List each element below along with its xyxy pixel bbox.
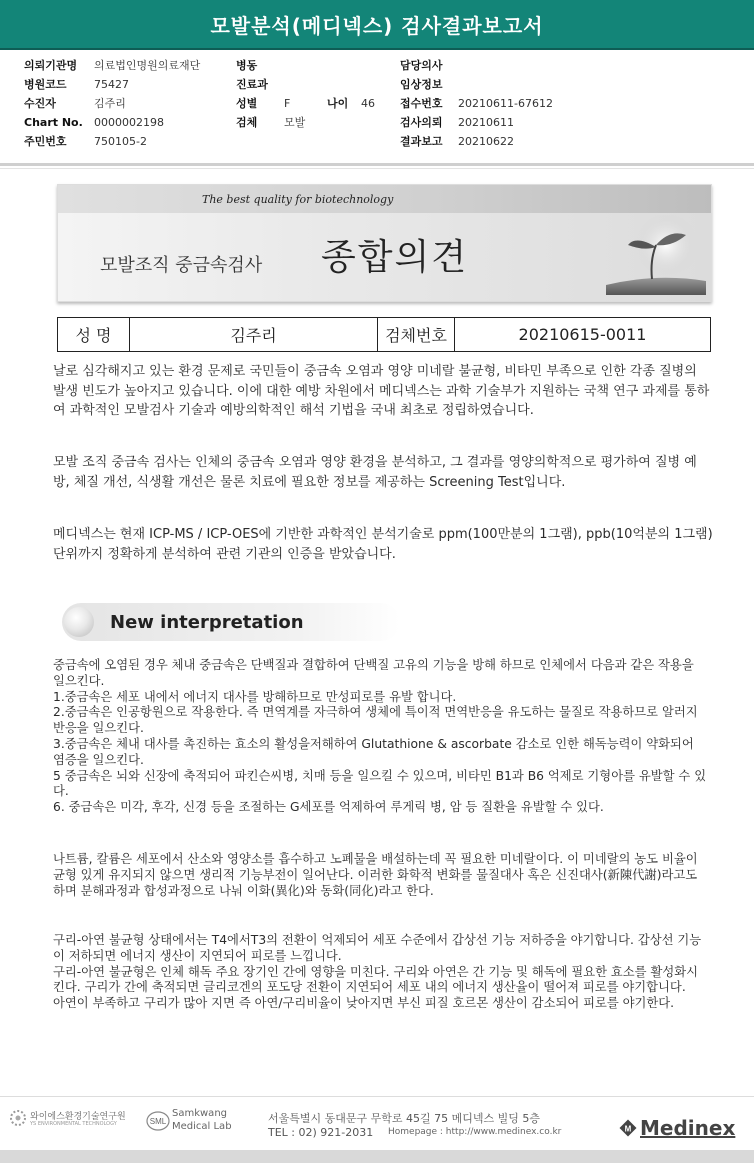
footer-org1: 와이에스환경기술연구원 xyxy=(30,1112,126,1122)
footer-tel: TEL : 02) 921-2031 xyxy=(268,1126,374,1139)
copper-zinc-paragraph xyxy=(53,933,708,1012)
doctor-label: 담당의사 xyxy=(400,59,443,72)
bottom-bar xyxy=(0,1150,754,1163)
sex-label: 성별 xyxy=(236,97,258,110)
intro-paragraph xyxy=(53,453,713,492)
mineral-paragraph xyxy=(53,852,708,899)
request-value: 20210611 xyxy=(458,116,514,129)
sprout-icon xyxy=(606,215,706,295)
institution-value: 의료법인명원의료재단 xyxy=(94,59,201,72)
mineral-text: 나트륨, 칼륨은 세포에서 산소와 영양소를 흡수하고 노폐물을 배설하는데 꼭 필요한 미네랄이다. 이 미네랄의 농도 비율이 균형 있게 유지되지 않으면 생리적 기능부전이 일어난다. 이러한 화학적 변화를 물질대사 혹은 신진대사(新陳代謝)라고도 하며 분해과정과 합성과정으로 나눠 이화(異化)와 동화(同化)라고 한다. xyxy=(53,852,698,898)
interp-item: 5 중금속은 뇌와 신장에 축적되어 파킨슨씨병, 치매 등을 일으킬 수 있으며, 비타민 B1과 B6 억제로 기형아를 유발할 수 있다. xyxy=(53,768,707,799)
intro-text: 모발 조직 중금속 검사는 인체의 중금속 오염과 영양 환경을 분석하고, 그 결과를 영양의학적으로 평가하여 질병 예방, 체질 개선, 식생활 개선은 물론 치료에 필요한 정보를 제공하는 Screening Test입니다. xyxy=(53,455,697,490)
receipt-label: 접수번호 xyxy=(400,97,443,110)
svg-text:M: M xyxy=(624,1124,632,1134)
ys-logo-icon xyxy=(8,1108,28,1128)
footer-org2-line2: Medical Lab xyxy=(172,1121,232,1132)
chart-value: 0000002198 xyxy=(94,116,164,129)
footer-address: 서울특별시 동대문구 무학로 45길 75 메디넥스 빌딩 5층 xyxy=(268,1112,540,1125)
patient-value: 김주리 xyxy=(94,97,126,110)
sex-value: F xyxy=(284,97,291,110)
institution-label: 의뢰기관명 xyxy=(24,59,78,72)
summary-banner xyxy=(57,184,712,302)
interp-item: 3.중금속은 체내 대사를 촉진하는 효소의 활성을저해하여 Glutathione & ascorbate 감소로 인한 해독능력이 약화되어 염증을 일으킨다. xyxy=(53,736,694,767)
clinical-label: 임상정보 xyxy=(400,78,443,91)
interp-item: 6. 중금속은 미각, 후각, 신경 등을 조절하는 G세포를 억제하여 루게릭 병, 암 등 질환을 유발할 수 있다. xyxy=(53,800,604,815)
interp-item: 2.중금속은 인공항원으로 작용한다. 즉 면역계를 자극하여 생체에 특이적 면역반응을 유도하는 물질로 작용하므로 알러지 반응을 일으킨다. xyxy=(53,705,698,736)
interp-item: 중금속에 오염된 경우 체내 중금속은 단백질과 결합하여 단백질 고유의 기능을 방해 하므로 인체에서 다음과 같은 작용을 일으킨다. xyxy=(53,658,694,688)
intro-text: 날로 심각해지고 있는 환경 문제로 국민들이 중금속 오염과 영양 미네랄 불균형, 비타민 부족으로 인한 각종 질병의 발생 빈도가 높아지고 있습니다. 이에 대한 예방 차원에서 메디넥스는 과학 기술부가 지원하는 국책 연구 과제를 통하여 과학적인 모발검사 기술과 예방의학적인 해석 기법을 국내 최초로 정립하였습니다. xyxy=(53,364,710,418)
specimen-no-label: 검체번호 xyxy=(378,318,455,351)
report-title: 모발분석(메디넥스) 검사결과보고서 xyxy=(0,0,754,48)
specimen-label: 검체 xyxy=(236,116,258,129)
hospital-code-value: 75427 xyxy=(94,78,129,91)
intro-paragraph xyxy=(53,525,713,564)
title-underline xyxy=(0,48,754,50)
specimen-value: 모발 xyxy=(284,116,306,129)
divider xyxy=(0,168,754,169)
intro-text: 메디넥스는 현재 ICP-MS / ICP-OES에 기반한 과학적인 분석기술로 ppm(100만분의 1그램), ppb(10억분의 1그램) 단위까지 정확하게 분석하여 관련 기관의 인증을 받았습니다. xyxy=(53,527,713,562)
footer-org1-sub: YS ENVIRONMENTAL TECHNOLOGY xyxy=(30,1121,117,1127)
section-header xyxy=(62,603,400,641)
interp-item: 1.중금속은 세포 내에서 에너지 대사를 방해하므로 만성피로를 유발 합니다. xyxy=(53,689,457,704)
report-label: 결과보고 xyxy=(400,135,443,148)
name-value: 김주리 xyxy=(130,318,378,351)
patient-label: 수진자 xyxy=(24,97,56,110)
banner-title: 종합의견 xyxy=(321,237,469,278)
request-label: 검사의뢰 xyxy=(400,116,443,129)
ward-label: 병동 xyxy=(236,59,258,72)
receipt-value: 20210611-67612 xyxy=(458,97,553,110)
interpretation-list xyxy=(53,658,708,816)
footer-brand: Medinex xyxy=(640,1116,736,1140)
sphere-icon xyxy=(64,607,94,637)
resident-value: 750105-2 xyxy=(94,135,147,148)
sml-mark: SML xyxy=(149,1117,167,1126)
copper-text: 아연이 부족하고 구리가 많아 지면 즉 아연/구리비율이 낮아지면 부신 피질 호르몬 생산이 감소되어 피로를 야기한다. xyxy=(53,996,675,1011)
divider xyxy=(0,163,754,166)
name-label: 성 명 xyxy=(58,318,130,351)
age-value: 46 xyxy=(361,97,375,110)
sml-logo-icon xyxy=(146,1110,170,1132)
resident-label: 주민번호 xyxy=(24,135,67,148)
medinex-logo-icon xyxy=(618,1118,638,1138)
report-value: 20210622 xyxy=(458,135,514,148)
chart-label: Chart No. xyxy=(24,116,83,129)
intro-paragraph xyxy=(53,362,713,421)
footer-divider xyxy=(0,1096,754,1097)
copper-text: 구리-아연 불균형 상태에서는 T4에서T3의 전환이 억제되어 세포 수준에서 갑상선 기능 저하증을 야기합니다. 갑상선 기능이 저하되면 에너지 생산이 지연되어 피로를 느낍니다. xyxy=(53,933,702,963)
age-label: 나이 xyxy=(327,97,349,110)
hospital-code-label: 병원코드 xyxy=(24,78,67,91)
copper-text: 구리-아연 불균형은 인체 해독 주요 장기인 간에 영향을 미친다. 구리와 아연은 간 기능 및 해독에 필요한 효소를 활성화시킨다. 구리가 간에 축적되면 글리코겐의 포도당 전환이 지연되어 세포 내의 에너지 생산율이 떨어져 피로를 야기합니다. xyxy=(53,964,698,995)
section-title: New interpretation xyxy=(110,612,304,633)
banner-subtitle: 모발조직 중금속검사 xyxy=(100,255,263,276)
banner-tagline: The best quality for biotechnology xyxy=(202,193,394,206)
specimen-no-value: 20210615-0011 xyxy=(518,325,647,344)
footer-homepage: Homepage : http://www.medinex.co.kr xyxy=(388,1127,562,1137)
footer-org2-line1: Samkwang xyxy=(172,1108,227,1119)
dept-label: 진료과 xyxy=(236,78,268,91)
name-table xyxy=(57,317,711,352)
